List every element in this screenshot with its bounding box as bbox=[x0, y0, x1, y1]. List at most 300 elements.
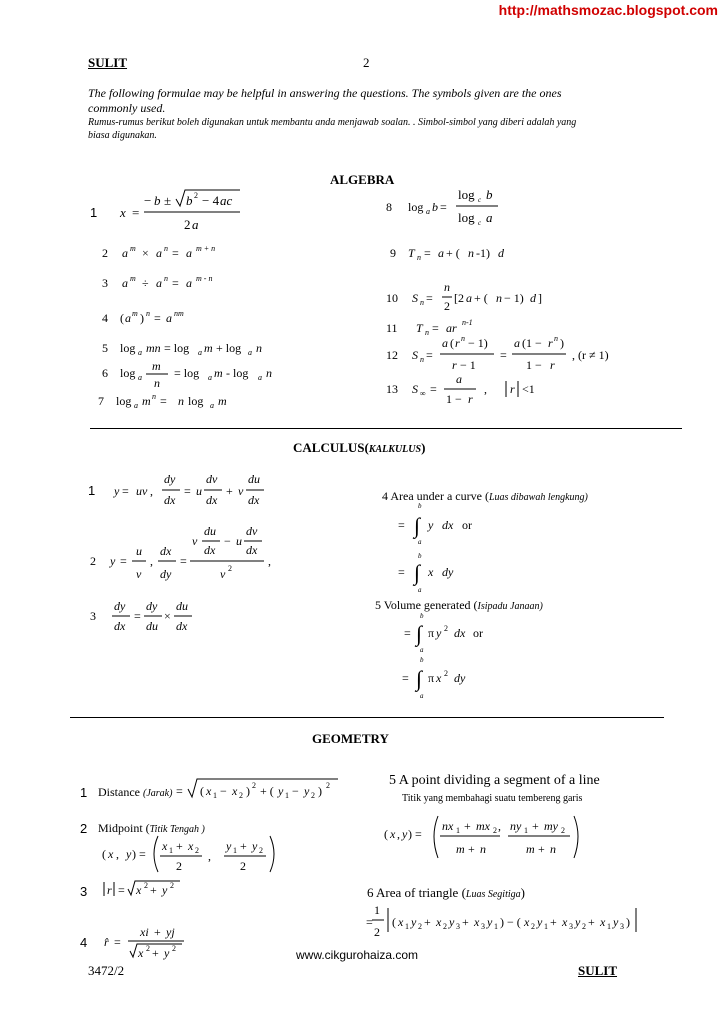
svg-text:8: 8 bbox=[386, 200, 392, 214]
calc-f4-label-en: 4 Area under a curve ( bbox=[382, 489, 489, 503]
svg-text:v: v bbox=[192, 534, 198, 548]
svg-text:y: y bbox=[162, 883, 168, 897]
svg-text:n: n bbox=[425, 328, 429, 337]
svg-text:x: x bbox=[138, 946, 144, 960]
svg-text:2: 2 bbox=[228, 564, 232, 573]
svg-text:) =: ) = bbox=[132, 847, 146, 861]
svg-text:2: 2 bbox=[172, 944, 176, 953]
svg-text:=: = bbox=[122, 484, 129, 498]
svg-text:r: r bbox=[468, 392, 473, 406]
svg-text:2: 2 bbox=[374, 925, 380, 939]
svg-text:,: , bbox=[150, 484, 153, 498]
svg-text:m: m bbox=[152, 359, 161, 373]
svg-text:+: + bbox=[588, 915, 595, 929]
svg-text:dv: dv bbox=[246, 524, 258, 538]
algebra-right-formulas bbox=[380, 185, 680, 415]
svg-text:]: ] bbox=[538, 291, 542, 305]
svg-text:1: 1 bbox=[456, 826, 460, 835]
svg-text:x: x bbox=[436, 915, 442, 929]
svg-text:y: y bbox=[411, 915, 417, 929]
svg-text:a: a bbox=[418, 586, 422, 594]
footer-code: 3472/2 bbox=[88, 963, 125, 978]
svg-text:m: m bbox=[526, 842, 535, 856]
svg-text:= log: = log bbox=[174, 366, 200, 380]
svg-text:log: log bbox=[188, 394, 204, 408]
svg-text:du: du bbox=[146, 619, 158, 633]
svg-text:=: = bbox=[440, 200, 447, 214]
svg-text:x: x bbox=[398, 915, 404, 929]
algebra-title: ALGEBRA bbox=[330, 172, 395, 187]
svg-text:− 1): − 1) bbox=[468, 336, 488, 350]
svg-text:y: y bbox=[428, 518, 434, 532]
svg-text:r: r bbox=[452, 358, 457, 372]
svg-text:a: a bbox=[456, 372, 462, 386]
svg-text:− 4: − 4 bbox=[202, 193, 220, 208]
svg-text:y: y bbox=[436, 626, 442, 640]
svg-text:a: a bbox=[166, 311, 172, 325]
svg-text:y: y bbox=[487, 915, 493, 929]
svg-text:m: m bbox=[204, 341, 213, 355]
geo-distance-formula bbox=[176, 775, 346, 803]
svg-text:S: S bbox=[412, 291, 418, 305]
svg-text:n: n bbox=[178, 394, 184, 408]
svg-text:2: 2 bbox=[443, 922, 447, 931]
svg-text:a: a bbox=[192, 217, 199, 232]
svg-text:= log: = log bbox=[164, 341, 190, 355]
geo-f1-num: 1 bbox=[80, 785, 88, 800]
svg-text:b: b bbox=[186, 193, 193, 208]
svg-text:(: ( bbox=[450, 336, 454, 350]
svg-text:2: 2 bbox=[444, 624, 448, 633]
svg-text:a: a bbox=[210, 401, 214, 410]
svg-text:a: a bbox=[122, 246, 128, 260]
algebra-left-formulas bbox=[80, 185, 380, 415]
svg-text:1: 1 bbox=[405, 922, 409, 931]
svg-text:a: a bbox=[248, 348, 252, 357]
svg-text:dy: dy bbox=[442, 565, 454, 579]
svg-text:+: + bbox=[176, 839, 183, 853]
svg-text:b: b bbox=[486, 187, 493, 202]
svg-text:) − (: ) − ( bbox=[500, 915, 521, 929]
geo-division-formula bbox=[380, 812, 590, 864]
intro-en-line1: The following formulae may be helpful in answering the questions. The symbols given are the ones bbox=[88, 86, 562, 100]
svg-text:n: n bbox=[554, 334, 558, 343]
svg-text:=: = bbox=[172, 276, 179, 290]
svg-text:v: v bbox=[220, 567, 226, 581]
sulit-label-top: SULIT bbox=[88, 55, 128, 70]
svg-text:a: a bbox=[426, 207, 430, 216]
svg-text:dx: dx bbox=[204, 543, 216, 557]
svg-text:my: my bbox=[544, 819, 558, 833]
alg-f1-num: 1 bbox=[90, 205, 98, 220]
svg-text:x: x bbox=[390, 827, 396, 841]
svg-text:2: 2 bbox=[144, 881, 148, 890]
svg-text:m + n: m + n bbox=[196, 244, 216, 253]
svg-text:n: n bbox=[146, 309, 150, 318]
svg-text:dx: dx bbox=[160, 544, 172, 558]
svg-text:+: + bbox=[538, 842, 545, 856]
svg-text:+: + bbox=[150, 883, 157, 897]
svg-text:b: b bbox=[432, 200, 438, 214]
svg-text:y: y bbox=[449, 915, 455, 929]
svg-text:9: 9 bbox=[390, 246, 396, 260]
svg-text:): ) bbox=[560, 336, 564, 350]
geo-f2-label-en: Midpoint ( bbox=[98, 821, 150, 835]
svg-text:x: x bbox=[562, 915, 568, 929]
svg-text:a: a bbox=[198, 348, 202, 357]
svg-text:(: ( bbox=[392, 915, 396, 929]
svg-text:x: x bbox=[120, 205, 126, 220]
svg-text:a: a bbox=[134, 401, 138, 410]
svg-text:dy: dy bbox=[114, 599, 126, 613]
calculus-title-close: ) bbox=[421, 440, 426, 455]
svg-text:,: , bbox=[498, 819, 501, 833]
svg-text:r: r bbox=[550, 358, 555, 372]
svg-text:b: b bbox=[418, 502, 422, 510]
svg-text:dx: dx bbox=[206, 493, 218, 507]
svg-text:2: 2 bbox=[561, 826, 565, 835]
svg-text:2: 2 bbox=[240, 859, 246, 873]
svg-text:1: 1 bbox=[285, 791, 289, 800]
sulit-label-bottom: SULIT bbox=[578, 963, 618, 978]
svg-text:b: b bbox=[154, 193, 161, 208]
svg-text:x: x bbox=[600, 915, 606, 929]
svg-text:2: 2 bbox=[493, 826, 497, 835]
geo-unit-vector-formula bbox=[100, 920, 190, 962]
svg-text:dy: dy bbox=[164, 472, 176, 486]
intro-en-line2: commonly used. bbox=[88, 101, 166, 115]
svg-text:n: n bbox=[461, 334, 465, 343]
svg-text:n: n bbox=[468, 246, 474, 260]
svg-text:2: 2 bbox=[311, 791, 315, 800]
svg-text:2: 2 bbox=[259, 846, 263, 855]
svg-text:=: = bbox=[180, 554, 187, 568]
svg-text:n: n bbox=[266, 366, 272, 380]
svg-text:2: 2 bbox=[418, 922, 422, 931]
svg-text:y: y bbox=[575, 915, 581, 929]
svg-text:dx: dx bbox=[442, 518, 454, 532]
svg-text:x: x bbox=[436, 671, 442, 685]
svg-text:=: = bbox=[398, 565, 405, 579]
intro-ms-line1: Rumus-rumus berikut boleh digunakan untuk membantu anda menjawab soalan. . Simbol-simbol yang diberi adalah yang bbox=[88, 117, 577, 128]
calculus-divider bbox=[70, 717, 664, 718]
svg-text:du: du bbox=[248, 472, 260, 486]
svg-text:×: × bbox=[142, 246, 149, 260]
svg-text:log: log bbox=[408, 200, 424, 214]
svg-text:<1: <1 bbox=[522, 382, 535, 396]
svg-text:y: y bbox=[114, 484, 120, 498]
svg-text:n: n bbox=[164, 274, 168, 283]
svg-text:a: a bbox=[186, 246, 192, 260]
svg-text:c: c bbox=[478, 196, 482, 204]
svg-text:6: 6 bbox=[102, 366, 108, 380]
svg-text:2: 2 bbox=[239, 791, 243, 800]
svg-text:r: r bbox=[548, 336, 553, 350]
svg-text:=: = bbox=[172, 246, 179, 260]
svg-text:): ) bbox=[246, 784, 250, 798]
svg-text:dy: dy bbox=[160, 567, 172, 581]
geo-f1-label-en: Distance bbox=[98, 785, 140, 799]
svg-text:,: , bbox=[150, 554, 153, 568]
svg-text:2: 2 bbox=[444, 299, 450, 313]
svg-text:x: x bbox=[188, 839, 194, 853]
svg-text:=: = bbox=[160, 394, 167, 408]
svg-text:a: a bbox=[138, 373, 142, 382]
svg-text:2: 2 bbox=[531, 922, 535, 931]
svg-text:2: 2 bbox=[146, 944, 150, 953]
svg-text:− 1): − 1) bbox=[504, 291, 524, 305]
svg-text:log: log bbox=[120, 341, 136, 355]
svg-text:y: y bbox=[304, 784, 310, 798]
geo-f5-ms: Titik yang membahagi suatu tembereng garis bbox=[402, 793, 583, 804]
svg-text:dx: dx bbox=[454, 626, 466, 640]
svg-text:+ log: + log bbox=[216, 341, 242, 355]
svg-text:=: = bbox=[154, 311, 161, 325]
svg-text:1: 1 bbox=[213, 791, 217, 800]
svg-text:12: 12 bbox=[386, 348, 398, 362]
svg-text:,: , bbox=[397, 827, 400, 841]
svg-text:11: 11 bbox=[386, 321, 398, 335]
svg-text:n: n bbox=[420, 355, 424, 364]
svg-text:+: + bbox=[154, 925, 161, 939]
svg-text:−: − bbox=[144, 193, 152, 208]
svg-text:2: 2 bbox=[90, 554, 96, 568]
svg-text:m: m bbox=[132, 309, 138, 318]
svg-text:log: log bbox=[116, 394, 132, 408]
svg-text:2: 2 bbox=[326, 781, 330, 790]
svg-text:x: x bbox=[162, 839, 168, 853]
calculus-left-formulas bbox=[80, 465, 370, 645]
svg-text:+: + bbox=[240, 839, 247, 853]
svg-text:=: = bbox=[366, 915, 373, 929]
svg-text:b: b bbox=[418, 552, 422, 560]
svg-text:log: log bbox=[458, 210, 475, 225]
svg-text:=: = bbox=[132, 205, 140, 220]
svg-text:dx: dx bbox=[114, 619, 126, 633]
svg-text:m - n: m - n bbox=[196, 274, 213, 283]
svg-text:T: T bbox=[408, 246, 415, 260]
svg-text:3: 3 bbox=[620, 922, 624, 931]
svg-text:2: 2 bbox=[444, 669, 448, 678]
svg-text:(1 −: (1 − bbox=[522, 336, 542, 350]
svg-text:7: 7 bbox=[98, 394, 104, 408]
svg-text:u: u bbox=[196, 484, 202, 498]
svg-text:=: = bbox=[176, 784, 183, 798]
svg-text:1: 1 bbox=[233, 846, 237, 855]
svg-text:+ (: + ( bbox=[446, 246, 460, 260]
calc-area-integrals bbox=[380, 500, 580, 600]
svg-text:ac: ac bbox=[220, 193, 233, 208]
svg-text:c: c bbox=[478, 219, 482, 227]
svg-text:2: 2 bbox=[102, 246, 108, 260]
algebra-divider bbox=[90, 428, 682, 429]
svg-text:1: 1 bbox=[374, 903, 380, 917]
svg-text:a: a bbox=[420, 646, 424, 654]
svg-text:d: d bbox=[530, 291, 536, 305]
svg-text:n: n bbox=[152, 392, 156, 401]
svg-text:n: n bbox=[550, 842, 556, 856]
svg-text:a: a bbox=[418, 538, 422, 546]
svg-text:ny: ny bbox=[510, 819, 522, 833]
svg-text:,: , bbox=[484, 382, 487, 396]
svg-text:,: , bbox=[208, 849, 211, 863]
calc-f4-label-ms: Luas dibawah lengkung) bbox=[488, 492, 588, 503]
svg-text:n-1: n-1 bbox=[462, 318, 473, 327]
svg-text:) =: ) = bbox=[408, 827, 422, 841]
svg-text:∫: ∫ bbox=[414, 560, 421, 585]
svg-text:T: T bbox=[416, 321, 423, 335]
svg-text:a: a bbox=[138, 348, 142, 357]
svg-text:nx: nx bbox=[442, 819, 454, 833]
geo-f6-label-en: 6 Area of triangle ( bbox=[367, 885, 466, 900]
svg-text:=: = bbox=[134, 609, 141, 623]
svg-text:u: u bbox=[236, 534, 242, 548]
svg-text:): ) bbox=[626, 915, 630, 929]
svg-text:∞: ∞ bbox=[420, 389, 426, 398]
svg-text:r: r bbox=[455, 336, 460, 350]
calculus-title-text: CALCULUS( bbox=[293, 440, 369, 455]
svg-text:v: v bbox=[238, 484, 244, 498]
svg-text:=: = bbox=[426, 348, 433, 362]
svg-text:5: 5 bbox=[102, 341, 108, 355]
svg-text:n: n bbox=[420, 298, 424, 307]
svg-text:x: x bbox=[524, 915, 530, 929]
svg-text:1: 1 bbox=[544, 922, 548, 931]
svg-text:x: x bbox=[136, 883, 142, 897]
geo-midpoint-formula bbox=[96, 834, 286, 878]
svg-text:1: 1 bbox=[88, 483, 96, 498]
svg-text:x: x bbox=[206, 784, 212, 798]
svg-text:=: = bbox=[500, 348, 507, 362]
svg-text:n: n bbox=[154, 376, 160, 390]
svg-text:du: du bbox=[176, 599, 188, 613]
svg-text:ar: ar bbox=[446, 321, 457, 335]
svg-text:du: du bbox=[204, 524, 216, 538]
calculus-title-ms: KALKULUS bbox=[368, 444, 422, 455]
svg-text:v: v bbox=[136, 567, 142, 581]
svg-text:π: π bbox=[428, 671, 435, 685]
svg-text:xi: xi bbox=[140, 925, 149, 939]
svg-text:log: log bbox=[458, 187, 475, 202]
svg-text:y: y bbox=[252, 839, 258, 853]
geo-f5-label: 5 A point dividing a segment of a line bbox=[389, 773, 600, 788]
svg-text:4: 4 bbox=[102, 311, 108, 325]
geo-magnitude-formula bbox=[100, 878, 190, 900]
svg-text:x: x bbox=[474, 915, 480, 929]
svg-text:(: ( bbox=[200, 784, 204, 798]
svg-text:a: a bbox=[156, 246, 162, 260]
svg-text:=: = bbox=[432, 321, 439, 335]
svg-text:b: b bbox=[420, 612, 424, 620]
svg-text:=: = bbox=[184, 484, 191, 498]
svg-text:y: y bbox=[110, 554, 116, 568]
svg-text:uv: uv bbox=[136, 484, 148, 498]
svg-text:x: x bbox=[108, 847, 114, 861]
svg-text:=: = bbox=[120, 554, 127, 568]
svg-text:+ (: + ( bbox=[260, 784, 274, 798]
svg-text:a: a bbox=[125, 311, 131, 325]
geometry-title: GEOMETRY bbox=[312, 731, 389, 746]
svg-text:y: y bbox=[537, 915, 543, 929]
svg-text:a: a bbox=[258, 373, 262, 382]
svg-text:dx: dx bbox=[246, 543, 258, 557]
svg-text:∫: ∫ bbox=[414, 513, 421, 538]
svg-text:1 −: 1 − bbox=[446, 392, 462, 406]
svg-text:=: = bbox=[424, 246, 431, 260]
geo-f1-label-ms: (Jarak) bbox=[142, 788, 173, 799]
svg-text:dv: dv bbox=[206, 472, 218, 486]
svg-text:∫: ∫ bbox=[416, 666, 423, 691]
svg-text:nm: nm bbox=[174, 309, 184, 318]
footer-website[interactable]: www.cikgurohaiza.com bbox=[296, 948, 419, 962]
svg-text:+: + bbox=[152, 946, 159, 960]
svg-text:x: x bbox=[232, 784, 238, 798]
svg-text:+: + bbox=[550, 915, 557, 929]
svg-text:m: m bbox=[456, 842, 465, 856]
geo-f1-label bbox=[98, 785, 172, 800]
svg-text:1 −: 1 − bbox=[526, 358, 542, 372]
svg-text:a: a bbox=[186, 276, 192, 290]
svg-text:=: = bbox=[114, 935, 121, 949]
svg-text:1: 1 bbox=[169, 846, 173, 855]
svg-text:−: − bbox=[292, 784, 299, 798]
svg-text:n: n bbox=[496, 291, 502, 305]
page-number: 2 bbox=[363, 55, 370, 70]
svg-text:=: = bbox=[118, 883, 125, 897]
svg-text:b: b bbox=[420, 656, 424, 664]
svg-text:- log: - log bbox=[226, 366, 249, 380]
geo-f4-num: 4 bbox=[80, 935, 88, 950]
svg-text:±: ± bbox=[164, 193, 172, 208]
svg-text:a: a bbox=[156, 276, 162, 290]
header-url[interactable]: http://mathsmozac.blogspot.com bbox=[498, 2, 718, 18]
svg-text:y: y bbox=[164, 946, 170, 960]
svg-text:): ) bbox=[140, 311, 144, 325]
svg-text:dy: dy bbox=[146, 599, 158, 613]
svg-text:2: 2 bbox=[582, 922, 586, 931]
svg-text:13: 13 bbox=[386, 382, 398, 396]
svg-text:y: y bbox=[402, 827, 408, 841]
svg-text:=: = bbox=[430, 382, 437, 396]
svg-text:2: 2 bbox=[252, 781, 256, 790]
svg-text:mx: mx bbox=[476, 819, 490, 833]
geo-f6-label-ms: Luas Segitiga bbox=[465, 889, 521, 900]
svg-text:n: n bbox=[444, 280, 450, 294]
svg-text:n: n bbox=[417, 253, 421, 262]
svg-text:+: + bbox=[424, 915, 431, 929]
svg-text:-1): -1) bbox=[476, 246, 490, 260]
svg-text:dx: dx bbox=[248, 493, 260, 507]
svg-text:m: m bbox=[214, 366, 223, 380]
calc-f5-label-ms: Isipadu Janaan) bbox=[477, 601, 543, 612]
svg-text:y: y bbox=[126, 847, 132, 861]
svg-text:÷: ÷ bbox=[142, 276, 149, 290]
svg-text:n: n bbox=[480, 842, 486, 856]
svg-text:): ) bbox=[318, 784, 322, 798]
svg-text:−: − bbox=[220, 784, 227, 798]
svg-text:S: S bbox=[412, 348, 418, 362]
svg-text:r: r bbox=[107, 883, 112, 897]
svg-text:n: n bbox=[256, 341, 262, 355]
alg-f12-note: , (r ≠ 1) bbox=[572, 348, 609, 362]
svg-text:m: m bbox=[130, 274, 136, 283]
svg-text:π: π bbox=[428, 626, 435, 640]
svg-text:=: = bbox=[426, 291, 433, 305]
svg-text:(: ( bbox=[120, 311, 124, 325]
svg-text:(: ( bbox=[102, 847, 106, 861]
svg-text:=: = bbox=[404, 626, 411, 640]
svg-text:a: a bbox=[420, 692, 424, 700]
